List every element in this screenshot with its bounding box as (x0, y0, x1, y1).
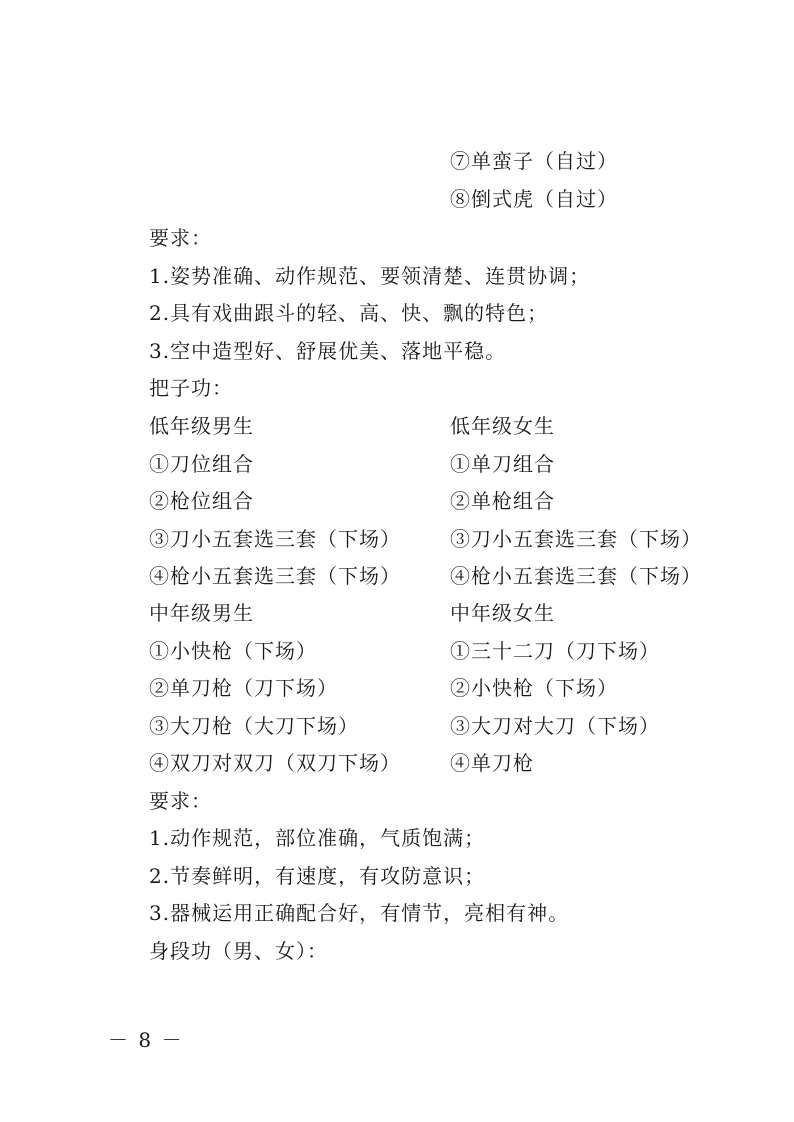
middle-male-item: ④双刀对双刀（双刀下场） (149, 751, 401, 775)
page-number: － 8 － (108, 1028, 184, 1052)
middle-male-item: ①小快枪（下场） (149, 639, 317, 663)
junior-female-item: ②单枪组合 (450, 489, 555, 513)
junior-female-heading: 低年级女生 (450, 414, 555, 438)
requirement-item: 1.动作规范，部位准确，气质饱满； (149, 826, 486, 850)
section-heading-weapons: 把子功： (149, 376, 233, 400)
requirements-heading: 要求： (149, 226, 212, 250)
section-heading-body: 身段功（男、女）： (149, 939, 328, 963)
requirement-item: 2.具有戏曲跟斗的轻、高、快、飘的特色； (149, 301, 549, 325)
requirement-item: 3.器械运用正确配合好，有情节，亮相有神。 (149, 901, 570, 925)
junior-female-item: ④枪小五套选三套（下场） (450, 564, 702, 588)
middle-female-item: ③大刀对大刀（下场） (450, 714, 660, 738)
requirement-item: 3.空中造型好、舒展优美、落地平稳。 (149, 339, 507, 363)
junior-female-item: ③刀小五套选三套（下场） (450, 527, 702, 551)
junior-male-item: ①刀位组合 (149, 452, 254, 476)
list-item: ⑦单蛮子（自过） (450, 149, 618, 173)
middle-male-heading: 中年级男生 (149, 601, 254, 625)
list-item: ⑧倒式虎（自过） (450, 187, 618, 211)
junior-male-item: ③刀小五套选三套（下场） (149, 527, 401, 551)
junior-male-item: ④枪小五套选三套（下场） (149, 564, 401, 588)
junior-male-heading: 低年级男生 (149, 414, 254, 438)
middle-male-item: ②单刀枪（刀下场） (149, 676, 338, 700)
requirement-item: 1.姿势准确、动作规范、要领清楚、连贯协调； (149, 264, 591, 288)
middle-male-item: ③大刀枪（大刀下场） (149, 714, 359, 738)
requirements-heading: 要求： (149, 789, 212, 813)
junior-female-item: ①单刀组合 (450, 452, 555, 476)
middle-female-item: ①三十二刀（刀下场） (450, 639, 660, 663)
junior-male-item: ②枪位组合 (149, 489, 254, 513)
middle-female-item: ④单刀枪 (450, 751, 534, 775)
middle-female-item: ②小快枪（下场） (450, 676, 618, 700)
requirement-item: 2.节奏鲜明，有速度，有攻防意识； (149, 864, 486, 888)
middle-female-heading: 中年级女生 (450, 601, 555, 625)
